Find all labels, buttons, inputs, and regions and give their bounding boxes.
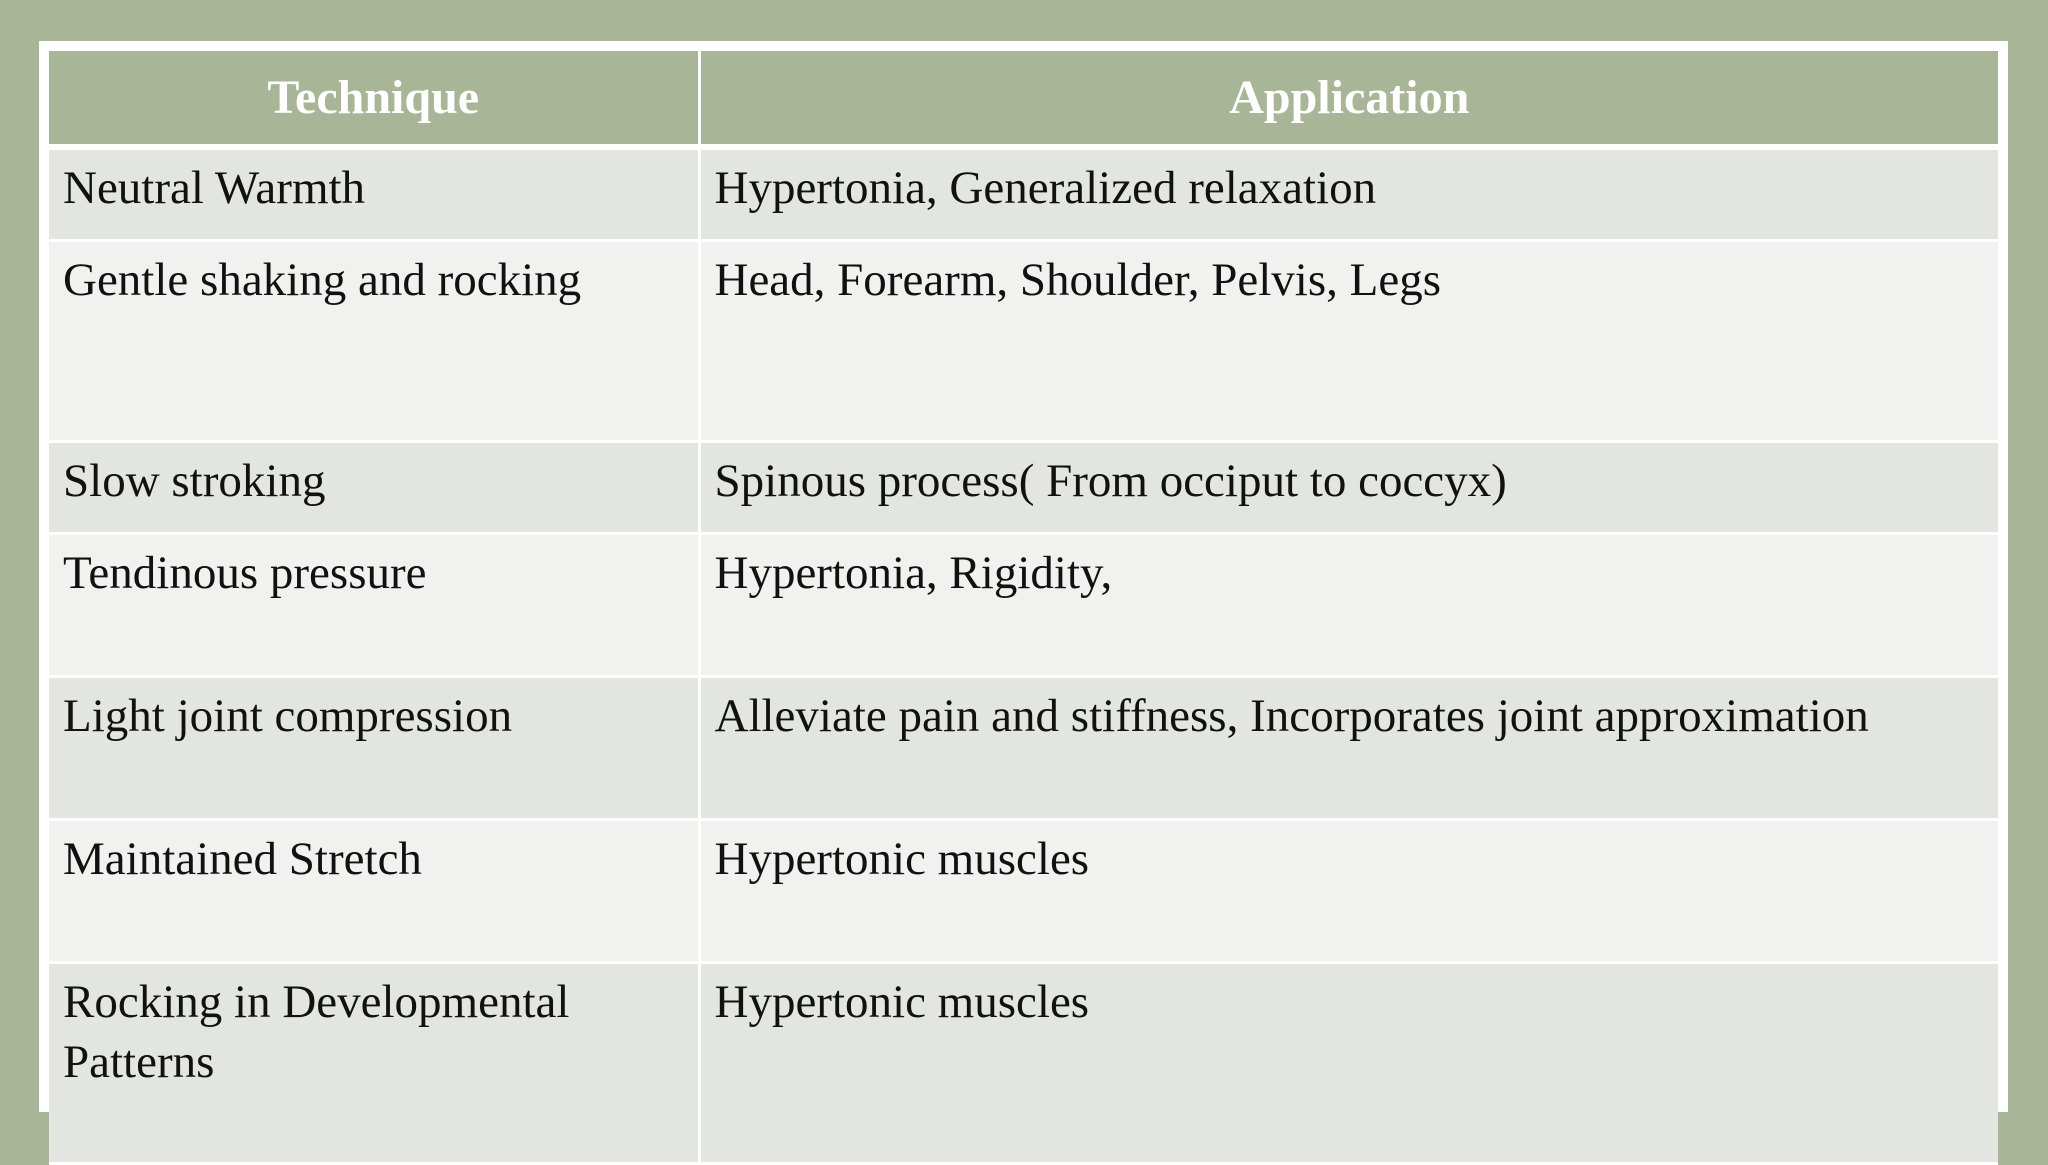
header-technique: Technique bbox=[49, 51, 699, 147]
table-row bbox=[49, 241, 1998, 442]
application-cell: Spinous process( From occiput to coccyx) bbox=[699, 442, 1998, 534]
table-row bbox=[49, 963, 1998, 1164]
application-cell: Hypertonia, Rigidity, bbox=[699, 534, 1998, 677]
table-row bbox=[49, 147, 1998, 241]
table-row bbox=[49, 534, 1998, 677]
technique-cell: Tendinous pressure bbox=[49, 534, 699, 677]
table-row bbox=[49, 677, 1998, 820]
application-cell: Hypertonic muscles bbox=[699, 820, 1998, 963]
application-cell: Alleviate pain and stiffness, Incorporates joint approximation bbox=[699, 677, 1998, 820]
technique-cell: Neutral Warmth bbox=[49, 147, 699, 241]
techniques-table bbox=[49, 51, 1998, 1165]
technique-cell: Slow stroking bbox=[49, 442, 699, 534]
application-cell: Hypertonic muscles bbox=[699, 963, 1998, 1164]
application-cell: Head, Forearm, Shoulder, Pelvis, Legs bbox=[699, 241, 1998, 442]
technique-cell: Gentle shaking and rocking bbox=[49, 241, 699, 442]
table-row bbox=[49, 820, 1998, 963]
table-row bbox=[49, 442, 1998, 534]
header-application: Application bbox=[699, 51, 1998, 147]
slide-panel bbox=[39, 41, 2008, 1112]
application-cell: Hypertonia, Generalized relaxation bbox=[699, 147, 1998, 241]
technique-cell: Rocking in Developmental Patterns bbox=[49, 963, 699, 1164]
technique-cell: Maintained Stretch bbox=[49, 820, 699, 963]
table-header-row bbox=[49, 51, 1998, 147]
technique-cell: Light joint compression bbox=[49, 677, 699, 820]
